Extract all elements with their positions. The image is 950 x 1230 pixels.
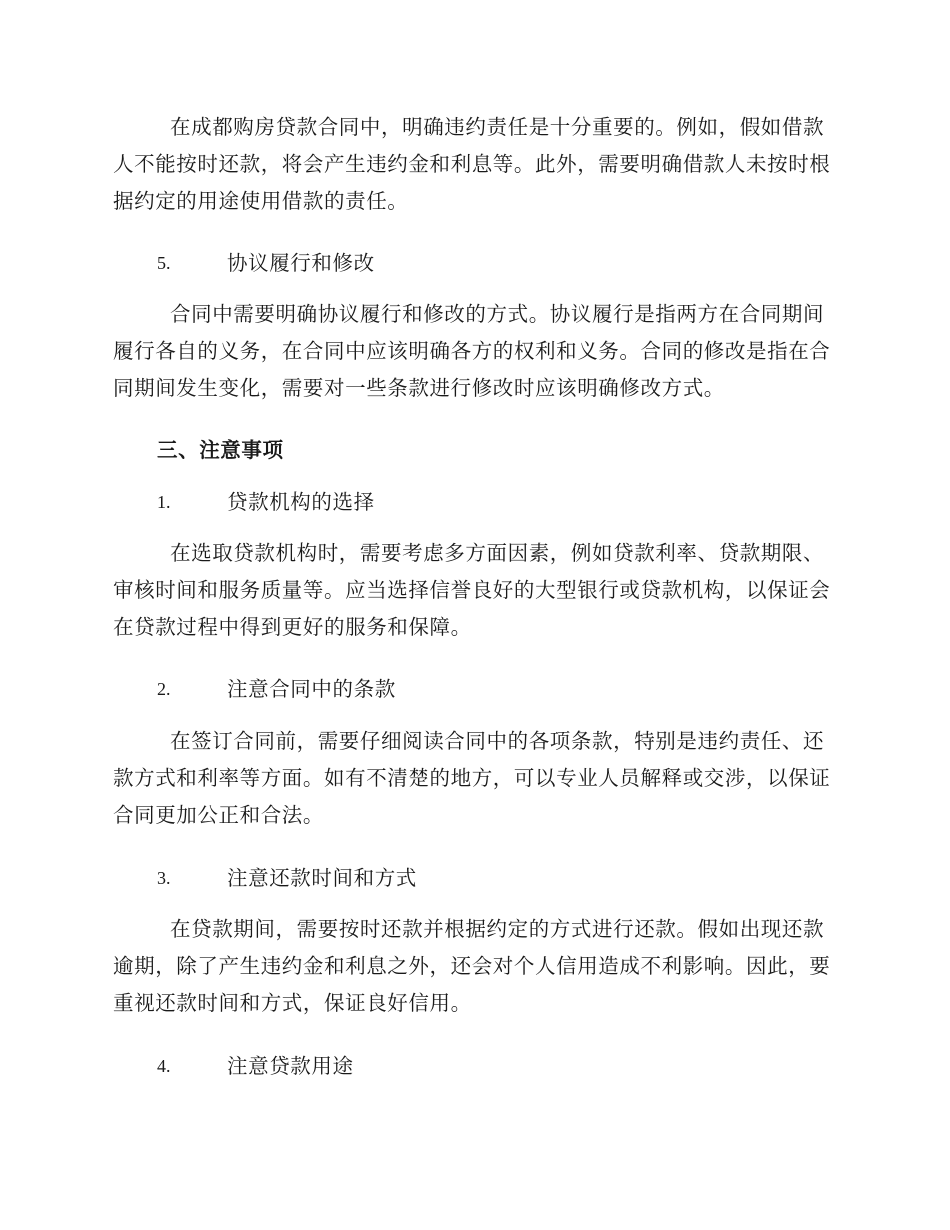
list-title: 注意还款时间和方式 (227, 866, 417, 890)
list-number: 1. (157, 492, 171, 512)
list-item-4 (157, 1048, 354, 1085)
list-title: 注意合同中的条款 (227, 677, 396, 701)
list-number: 2. (157, 679, 171, 699)
list-title: 协议履行和修改 (227, 251, 375, 275)
list-title: 贷款机构的选择 (227, 490, 375, 514)
list-number: 3. (157, 868, 171, 888)
paragraph-lender-choice: 在选取贷款机构时，需要考虑多方面因素，例如贷款利率、贷款期限、审核时间和服务质量等。应当选择信誉良好的大型银行或贷款机构，以保证会在贷款过程中得到更好的服务和保障。 (113, 541, 831, 639)
list-number: 4. (157, 1056, 171, 1076)
list-item-3 (157, 860, 417, 897)
list-title: 注意贷款用途 (227, 1054, 354, 1078)
paragraph-contract-terms: 在签订合同前，需要仔细阅读合同中的各项条款，特别是违约责任、还款方式和利率等方面。如有不清楚的地方，可以专业人员解释或交涉，以保证合同更加公正和合法。 (113, 729, 831, 827)
list-item-2 (157, 671, 396, 708)
paragraph-agreement-performance: 合同中需要明确协议履行和修改的方式。协议履行是指两方在合同期间履行各自的义务，在合同中应该明确各方的权利和义务。合同的修改是指在合同期间发生变化，需要对一些条款进行修改时应该明确修改方式。 (113, 302, 831, 400)
list-item-1 (157, 484, 375, 521)
list-number: 5. (157, 253, 171, 273)
paragraph-repayment: 在贷款期间，需要按时还款并根据约定的方式进行还款。假如出现还款逾期，除了产生违约金和利息之外，还会对个人信用造成不利影响。因此，要重视还款时间和方式，保证良好信用。 (113, 917, 831, 1015)
list-item-5 (157, 245, 375, 282)
paragraph-breach-liability: 在成都购房贷款合同中，明确违约责任是十分重要的。例如，假如借款人不能按时还款，将会产生违约金和利息等。此外，需要明确借款人未按时根据约定的用途使用借款的责任。 (113, 115, 831, 213)
section-heading: 三、注意事项 (157, 438, 284, 462)
